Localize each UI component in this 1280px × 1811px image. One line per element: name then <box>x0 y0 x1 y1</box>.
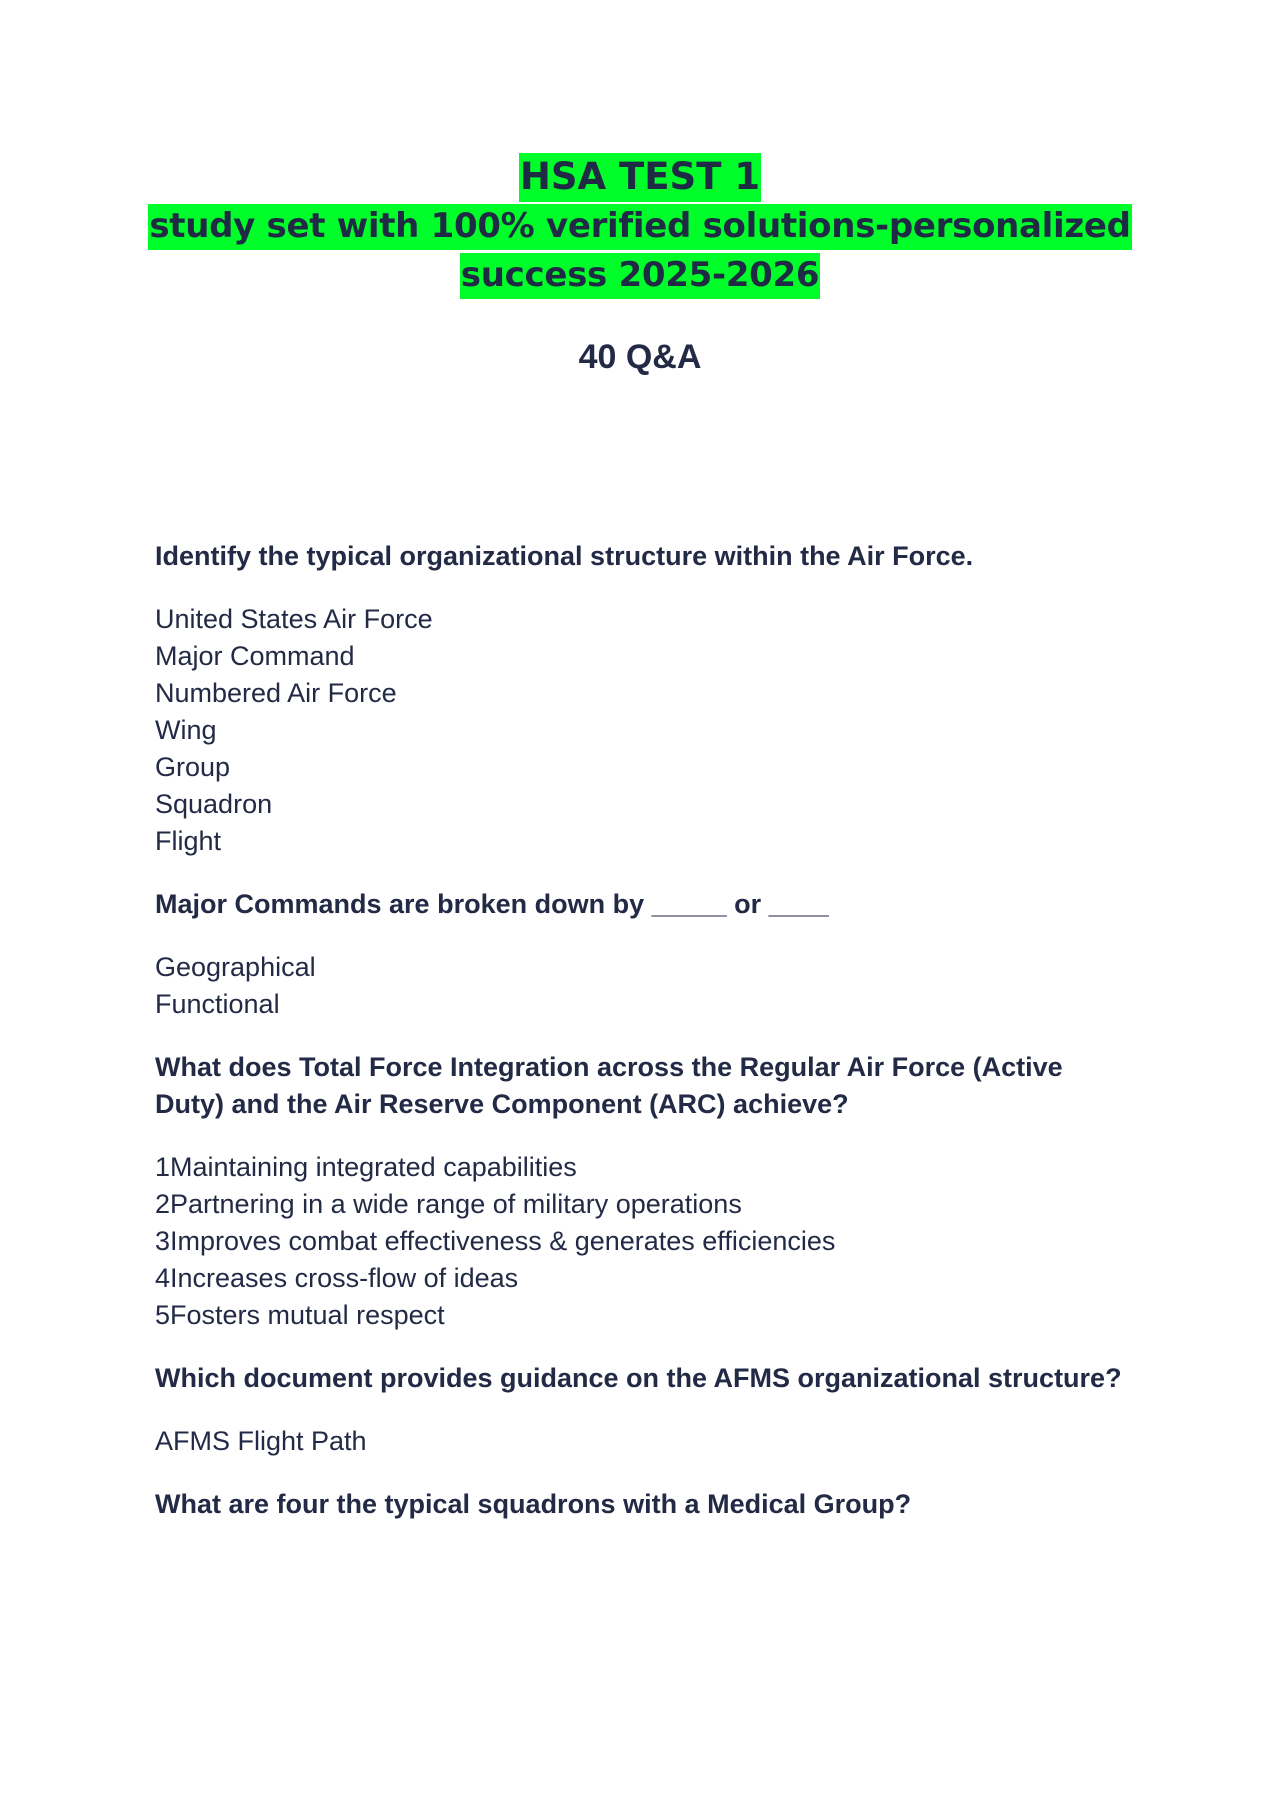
answer-line: 5Fosters mutual respect <box>155 1300 445 1330</box>
answer-line: United States Air Force <box>155 604 433 634</box>
answer-1 <box>155 601 1125 860</box>
answer-line: AFMS Flight Path <box>155 1426 367 1456</box>
answer-line: 4Increases cross-flow of ideas <box>155 1263 519 1293</box>
answer-3 <box>155 1149 1125 1334</box>
qa-count: 40 Q&A <box>578 338 702 376</box>
title-line-3: success 2025-2026 <box>460 253 820 299</box>
title-line-1: HSA TEST 1 <box>519 153 761 202</box>
answer-2 <box>155 949 1125 1023</box>
answer-line: Numbered Air Force <box>155 678 397 708</box>
qa-list <box>155 538 1125 1549</box>
title-line-2: study set with 100% verified solutions-personalized <box>148 204 1131 250</box>
answer-line: Geographical <box>155 952 316 982</box>
answer-line: Flight <box>155 826 222 856</box>
answer-line: Wing <box>155 715 217 745</box>
answer-line: Group <box>155 752 231 782</box>
answer-line: 1Maintaining integrated capabilities <box>155 1152 577 1182</box>
answer-4 <box>155 1423 1125 1460</box>
answer-line: Functional <box>155 989 280 1019</box>
question-1: Identify the typical organizational structure within the Air Force. <box>155 541 974 571</box>
question-5: What are four the typical squadrons with a Medical Group? <box>155 1489 912 1519</box>
answer-line: 2Partnering in a wide range of military operations <box>155 1189 742 1219</box>
document-title <box>0 152 1280 300</box>
question-4: Which document provides guidance on the AFMS organizational structure? <box>155 1363 1122 1393</box>
answer-line: 3Improves combat effectiveness & generates efficiencies <box>155 1226 836 1256</box>
question-3: What does Total Force Integration across the Regular Air Force (Active Duty) and the Air Reserve Component (ARC) achieve? <box>155 1052 1063 1119</box>
answer-line: Major Command <box>155 641 355 671</box>
answer-line: Squadron <box>155 789 273 819</box>
question-2: Major Commands are broken down by _____ or ____ <box>155 889 829 919</box>
